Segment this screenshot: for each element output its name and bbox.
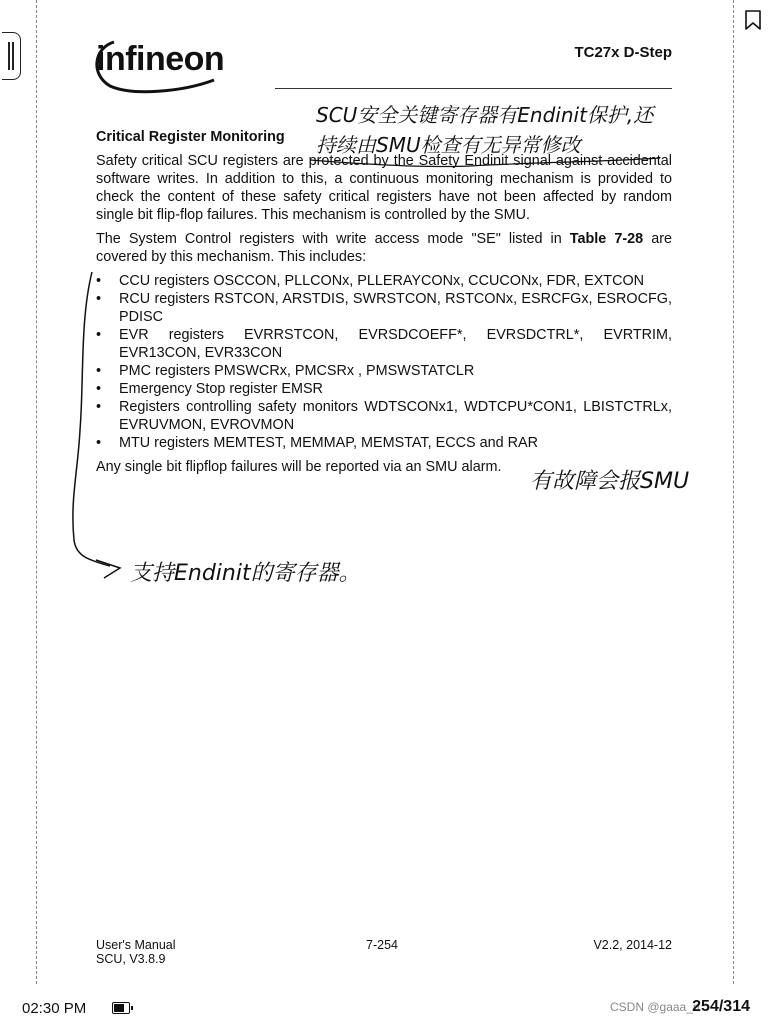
list-item: • EVR registers EVRRSTCON, EVRSDCOEFF*, EVRSDCTRL*, EVRTRIM, EVR13CON, EVR33CON	[96, 326, 672, 362]
csdn-watermark: CSDN @gaaa_n	[610, 1000, 700, 1014]
page-content	[96, 128, 672, 482]
handwritten-note-right: 有故障会报SMU	[530, 469, 690, 494]
header-rule	[275, 88, 672, 89]
table-reference-link[interactable]: Table 7-28	[569, 231, 644, 247]
doc-id: TC27x D-Step	[574, 44, 672, 61]
list-item: • Emergency Stop register EMSR	[96, 380, 672, 398]
footer-revision: V2.2, 2014-12	[593, 938, 672, 952]
battery-icon	[112, 1002, 130, 1014]
page-margin-right	[733, 0, 734, 984]
footer-scu-version: SCU, V3.8.9	[96, 952, 166, 966]
handwritten-note-top-1: SCU安全关键寄存器有Endinit保护,还	[316, 103, 654, 127]
footer-page-ref: 7-254	[366, 938, 398, 952]
page-counter[interactable]: 254/314	[692, 998, 750, 1015]
list-item: • PMC registers PMSWCRx, PMCSRx , PMSWSTATCLR	[96, 362, 672, 380]
footer-manual: User's Manual	[96, 938, 176, 952]
bookmark-icon[interactable]	[744, 10, 762, 30]
section-title: Critical Register Monitoring	[96, 129, 285, 145]
arrow-mark	[96, 560, 120, 578]
list-item: • RCU registers RSTCON, ARSTDIS, SWRSTCON, RSTCONx, ESRCFGx, ESROCFG, PDISC	[96, 290, 672, 326]
handwritten-note-top-2: 持续由SMU检查有无异常修改	[316, 133, 581, 157]
scope-text-pre: The System Control registers with write access mode "SE" listed in	[96, 231, 570, 247]
infineon-logo: infineon	[96, 40, 225, 78]
list-item: • CCU registers OSCCON, PLLCONx, PLLERAYCONx, CCUCONx, FDR, EXTCON	[96, 272, 672, 290]
footer-left	[96, 938, 176, 966]
handwritten-note-bottom: 支持Endinit的寄存器。	[130, 561, 361, 586]
paragraph-scope	[96, 230, 672, 266]
paragraph-intro: Safety critical SCU registers are protected by the Safety Endinit signal against accidental software writes. In addition to this, a continuous monitoring mechanism is provided to check the content of these safety critical registers have not been affected by random single bit flip-flop failures. This mechanism is controlled by the SMU.	[96, 153, 672, 223]
scope-text-post: are covered by this mechanism. This includes:	[96, 231, 672, 265]
list-item: • Registers controlling safety monitors WDTSCONx1, WDTCPU*CON1, LBISTCTRLx, EVRUVMON, EVROVMON	[96, 398, 672, 434]
paragraph-alarm: Any single bit flipflop failures will be reported via an SMU alarm.	[96, 459, 502, 475]
page-margin-left	[36, 0, 37, 984]
list-item: • MTU registers MEMTEST, MEMMAP, MEMSTAT, ECCS and RAR	[96, 434, 672, 452]
status-time: 02:30 PM	[22, 1000, 87, 1017]
register-list	[96, 272, 672, 452]
status-bar	[0, 990, 768, 1024]
sidebar-toggle-icon[interactable]	[2, 32, 21, 80]
